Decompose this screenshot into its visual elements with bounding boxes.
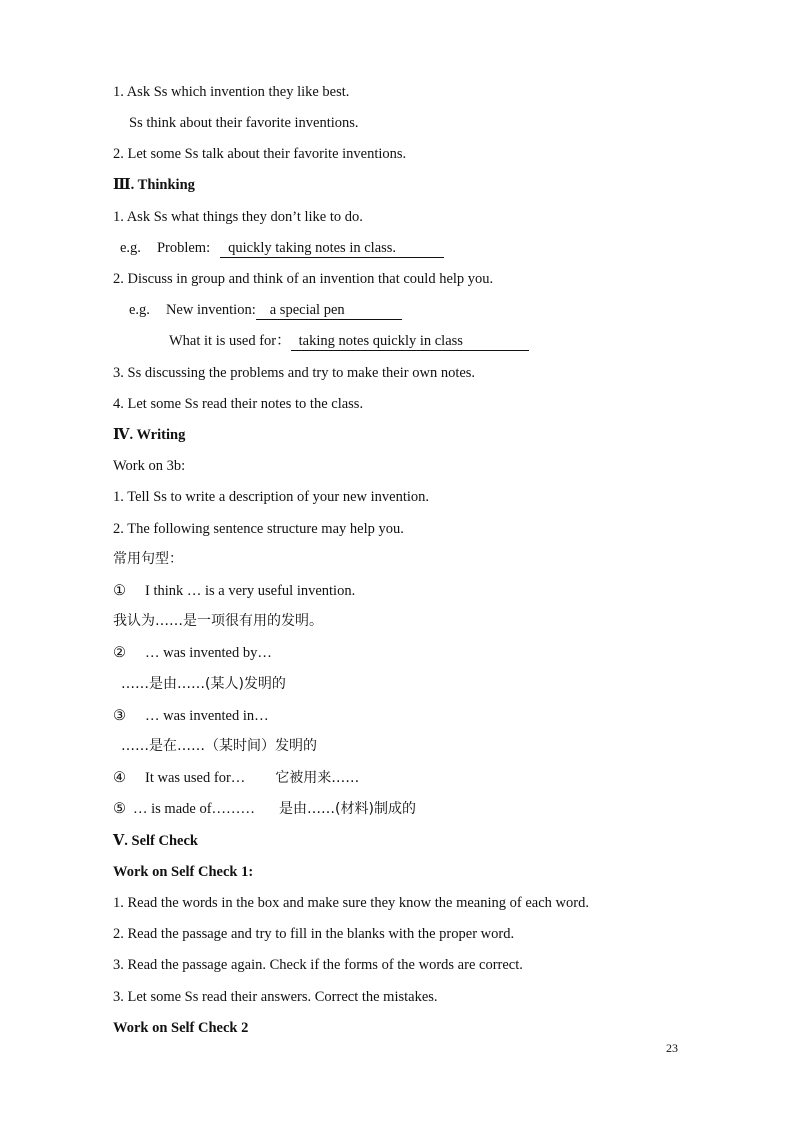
pattern-2-en <box>113 643 272 663</box>
sc1-step-check-forms: 3. Read the passage again. Check if the forms of the words are correct. <box>113 957 523 973</box>
new-invention-answer: a special pen <box>256 302 402 320</box>
pattern-2-text: … was invented by… <box>145 645 272 661</box>
problem-answer: quickly taking notes in class. <box>220 240 444 258</box>
pattern-3-number: ③ <box>113 708 126 724</box>
eg-label: e.g. <box>129 302 150 318</box>
pattern-4-number: ④ <box>113 770 126 786</box>
pattern-1-en <box>113 581 355 601</box>
common-sentence-patterns-label: 常用句型： <box>113 551 183 567</box>
pattern-3-en <box>113 706 269 726</box>
example-used-for <box>169 331 529 351</box>
section-heading-writing: Ⅳ. Writing <box>113 427 186 443</box>
pattern-4-text: It was used for… <box>145 770 246 786</box>
used-for-label: What it is used for： <box>169 333 291 349</box>
step-talk-favorite: 2. Let some Ss talk about their favorite inventions. <box>113 146 407 162</box>
step-read-notes: 4. Let some Ss read their notes to the class. <box>113 396 364 412</box>
pattern-2-cn: ……是由……(某人)发明的 <box>121 676 286 692</box>
pattern-3-cn: ……是在……（某时间）发明的 <box>121 738 317 754</box>
sc1-step-read-words: 1. Read the words in the box and make sure they know the meaning of each word. <box>113 895 589 911</box>
new-invention-label: New invention: <box>165 302 256 318</box>
step-ss-think: Ss think about their favorite inventions. <box>129 115 359 131</box>
step-ask-dislikes: 1. Ask Ss what things they don’t like to do. <box>113 209 363 225</box>
used-for-answer: taking notes quickly in class <box>291 333 529 351</box>
pattern-3-text: … was invented in… <box>145 708 269 724</box>
pattern-2-number: ② <box>113 645 126 661</box>
pattern-5-text: … is made of……… <box>133 801 256 817</box>
pattern-1-cn: 我认为……是一项很有用的发明。 <box>113 613 323 629</box>
pattern-4-cn: 它被用来…… <box>275 770 360 786</box>
step-discuss-problems: 3. Ss discussing the problems and try to make their own notes. <box>113 365 476 381</box>
problem-label: Problem: <box>156 240 211 256</box>
step-write-description: 1. Tell Ss to write a description of your new invention. <box>113 489 430 505</box>
pattern-5-number: ⑤ <box>113 801 126 817</box>
page-number: 23 <box>666 1041 678 1055</box>
sc1-step-read-answers: 3. Let some Ss read their answers. Correct the mistakes. <box>113 989 438 1005</box>
subheading-self-check-2: Work on Self Check 2 <box>113 1020 249 1036</box>
step-sentence-structure: 2. The following sentence structure may help you. <box>113 521 404 537</box>
step-discuss-invention: 2. Discuss in group and think of an invention that could help you. <box>113 271 494 287</box>
subheading-self-check-1: Work on Self Check 1: <box>113 864 254 880</box>
example-new-invention <box>129 300 402 320</box>
pattern-1-text: I think … is a very useful invention. <box>145 583 356 599</box>
eg-label: e.g. <box>120 240 141 256</box>
step-ask-favorite: 1. Ask Ss which invention they like best. <box>113 84 350 100</box>
pattern-5-cn: 是由……(材料)制成的 <box>279 801 416 817</box>
pattern-4 <box>113 768 359 788</box>
sc1-step-fill-blanks: 2. Read the passage and try to fill in the blanks with the proper word. <box>113 926 515 942</box>
section-heading-thinking: Ⅲ. Thinking <box>113 177 195 193</box>
example-problem <box>120 238 444 258</box>
work-on-3b: Work on 3b: <box>113 458 186 474</box>
pattern-5 <box>113 799 416 819</box>
section-heading-self-check: Ⅴ. Self Check <box>113 833 198 849</box>
pattern-1-number: ① <box>113 583 126 599</box>
